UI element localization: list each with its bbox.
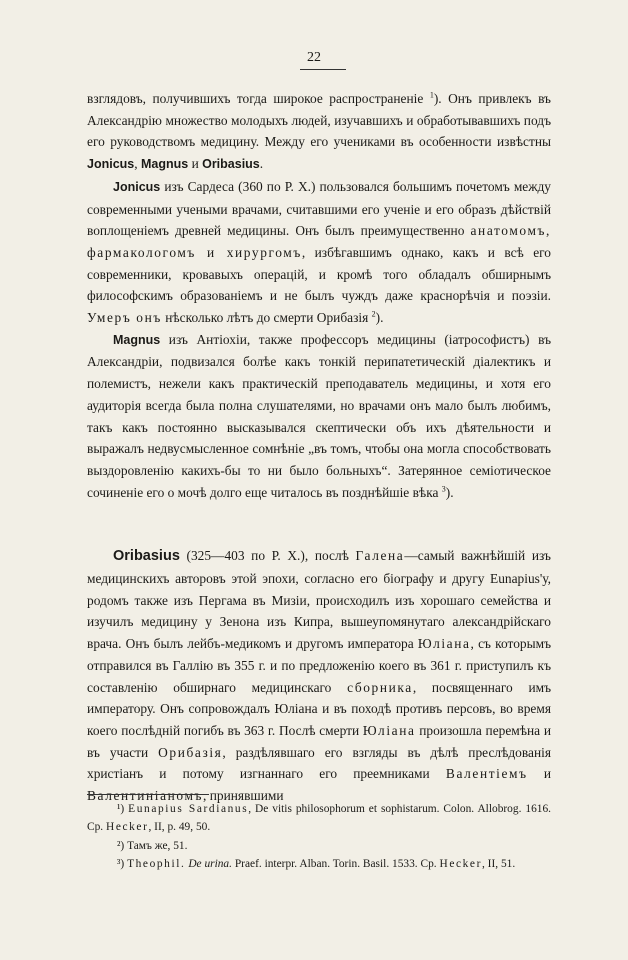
paragraph-intro — [87, 88, 551, 176]
footnote-ref-2: 2 — [371, 309, 376, 319]
footnote-3-author: Theophil. — [127, 857, 186, 870]
name-valens: Валентіемъ — [445, 766, 528, 782]
name-jonicus: Jonicus — [87, 157, 135, 172]
jonicus-end: ). — [375, 310, 384, 326]
oribasius-text-h: , принявшими — [203, 788, 284, 804]
footnote-2-text: Тамъ же, 51. — [127, 839, 188, 852]
oribasius-text-a: (325—403 по Р. Х.), послѣ — [186, 548, 349, 564]
footnote-ref-1: 1 — [429, 90, 434, 100]
footnote-2 — [87, 837, 551, 855]
footnote-3-hecker: Hecker — [439, 857, 482, 870]
oribasius-text-d: , посвященнаго имъ императору. Онъ сопровождалъ Юліана и въ походѣ противъ персовъ, во время коего послѣдній погибъ въ 363 г. Послѣ смерти — [87, 679, 552, 738]
oribasius-text-f: , раздѣлявшаго его взгляды въ дѣлѣ преслѣдованія христіанъ и потому изгнаннаго его преемниками — [87, 744, 551, 782]
oribasius-text-g: и — [543, 766, 552, 782]
oribasius-text-c: , съ которымъ отправился въ Галлію въ 355 г. и по предложенію коего въ 361 г. приступилъ къ составленію обширнаго медицинскаго — [87, 636, 551, 695]
name-julian-2: Юліана — [362, 722, 416, 738]
footnote-3 — [87, 855, 551, 873]
jonicus-died: Умеръ онъ — [87, 310, 162, 326]
paragraph-jonicus — [87, 176, 551, 329]
footnote-1 — [87, 800, 551, 837]
name-julian-1: Юліана — [417, 636, 471, 652]
heading-magnus: Magnus — [113, 332, 161, 347]
footnote-rule — [87, 794, 209, 795]
magnus-end: ). — [445, 484, 454, 500]
footnote-1-text-b: , II, p. 49, 50. — [148, 821, 211, 834]
footnote-3-text-a: Praef. interpr. Alban. Torin. Basil. 1533. Ср. — [234, 857, 437, 870]
heading-jonicus: Jonicus — [113, 179, 161, 194]
magnus-text: изъ Антіохіи, также профессоръ медицины (іатрософистъ) въ Александріи, подвизался болѣе какъ тонкій перипатетическій діалектикъ и полемистъ, нежели какъ практическій преподаватель медицины, и хотя его аудиторія всегда была полна слушателями, но врачами онъ мало былъ любимъ, такъ какъ постоянно высказывался скептически объ ихъ дѣятельности и выражалъ недвусмысленное сомнѣніе „въ томъ, чтобы она могла способствовать выздоровленію какихъ-бы то ни было больныхъ“. Затерянное семіотическое сочиненіе его о мочѣ долго еще читалось въ позднѣйшіе вѣка — [87, 331, 551, 500]
name-oribasius-ru: Орибазія — [158, 744, 223, 760]
footnote-1-author: Eunapius Sardianus — [128, 803, 249, 815]
paragraph-magnus — [87, 329, 551, 504]
name-galen: Галена — [355, 548, 405, 564]
oribasius-text-e: произошла перемѣна и въ участи — [87, 722, 552, 760]
heading-oribasius: Oribasius — [113, 548, 180, 565]
page-number-rule — [300, 69, 346, 70]
footnote-3-mark: ³) — [117, 857, 125, 870]
jonicus-text-c: нѣсколько лѣтъ до смерти Орибазія — [165, 310, 369, 326]
footnote-3-title: De urina. — [188, 857, 232, 870]
footnote-1-text-a: , De vitis philosophorum et sophistarum. Colon. Allobrog. 1616. Ср. — [87, 803, 551, 834]
footnotes — [87, 800, 551, 873]
jonicus-text-a: изъ Сардеса (360 по Р. Х.) пользовался большимъ почетомъ между современными учеными врачами, считавшими его ученіе и его образъ дѣйствій воплощеніемъ древней медицины. Онъ былъ преимущественно — [87, 178, 551, 239]
jonicus-text-b: , избѣгавшимъ однако, какъ и всѣ его современники, кровавыхъ операцій, и кромѣ того обладалъ обширнымъ философскимъ образованіемъ и не былъ чуждъ даже краснорѣчія и поэзіи. — [87, 244, 551, 304]
footnote-1-mark: ¹) — [117, 803, 125, 815]
intro-sep-1: , — [134, 156, 138, 172]
name-valentinian: Валентиніаномъ — [87, 788, 204, 804]
word-sbornik: сборника — [347, 679, 413, 695]
footnote-1-hecker: Hecker — [106, 821, 149, 834]
body-text — [87, 88, 551, 807]
name-magnus: Magnus — [140, 157, 189, 172]
intro-end: . — [259, 156, 264, 172]
page-number: 22 — [307, 50, 321, 65]
name-oribasius: Oribasius — [202, 157, 260, 172]
footnote-ref-3: 3 — [441, 484, 446, 494]
paragraph-oribasius — [87, 545, 551, 806]
oribasius-text-b: —самый важнѣйшій изъ медицинскихъ авторовъ этой эпохи, согласно его біографу и другу Eunapius'у, родомъ также изъ Пергама въ Мизіи, происходилъ изъ хорошаго семейства и изучилъ медицину у Зенона изъ Кипра, вышеупомянутаго александрійскаго врача. Онъ былъ лейбъ-медикомъ и другомъ императора — [87, 548, 551, 652]
footnote-2-mark: ²) — [117, 839, 125, 852]
intro-text-b: ). Онъ привлекъ въ Александрію множество молодыхъ людей, изучавшихъ и обработывавшихъ подъ его руководствомъ медицину. Между его учениками въ особенности извѣстны — [87, 91, 551, 150]
footnote-3-text-b: , II, 51. — [481, 857, 516, 870]
intro-text-a: взглядовъ, получившихъ тогда широкое распространеніе — [87, 91, 424, 106]
intro-sep-2: и — [191, 156, 199, 172]
jonicus-professions: анатомомъ, фармакологомъ и хирургомъ — [87, 223, 551, 260]
